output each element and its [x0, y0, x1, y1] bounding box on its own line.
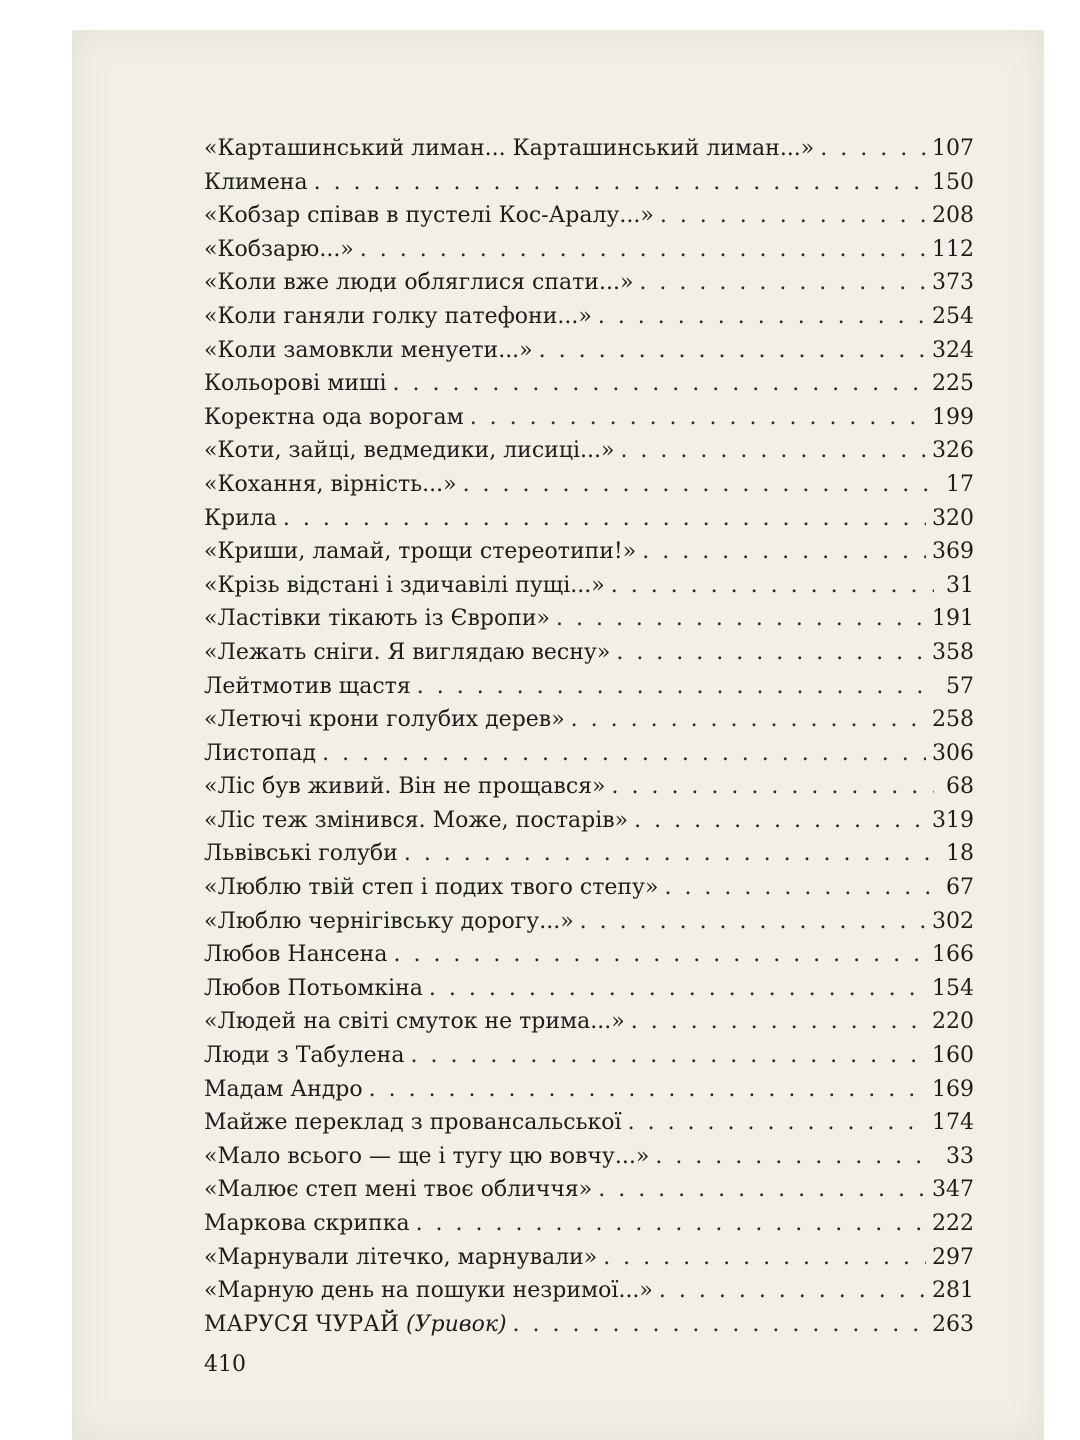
dot-leader: [463, 468, 934, 502]
toc-entry-title: Любов Нансена: [204, 942, 388, 968]
toc-entry-page: 254: [932, 303, 974, 329]
dot-leader: [598, 1173, 926, 1207]
toc-entry-title: Маркова скрипка: [204, 1211, 410, 1236]
toc-entry: [204, 166, 974, 200]
toc-entry-title: МАРУСЯ ЧУРАЙ (Уривок): [204, 1311, 507, 1337]
toc-entry: [204, 502, 974, 536]
toc-entry-title: «Кобзар співав в пустелі Кос-Аралу...»: [204, 203, 654, 229]
dot-leader: [392, 367, 926, 401]
toc-entry: [204, 837, 974, 871]
toc-entry-title: «Кохання, вірність...»: [204, 471, 457, 497]
toc-entry-page: 208: [932, 203, 974, 229]
toc-entry: [204, 233, 974, 267]
toc-entry: [204, 1073, 974, 1107]
toc-entry-page: 17: [946, 471, 974, 497]
toc-entry: [204, 737, 974, 771]
dot-leader: [314, 166, 926, 200]
toc-entry: [204, 1173, 974, 1207]
toc-entry: [204, 535, 974, 569]
dot-leader: [820, 132, 926, 166]
toc-entry: [204, 770, 974, 804]
toc-entry-title: «Коли ганяли голку патефони...»: [204, 303, 592, 329]
dot-leader: [620, 434, 926, 468]
dot-leader: [571, 703, 926, 737]
dot-leader: [470, 401, 926, 435]
toc-entry-title: «Лежать сніги. Я виглядаю весну»: [204, 639, 611, 665]
dot-leader: [404, 837, 934, 871]
toc-entry: [204, 401, 974, 435]
toc-entry: [204, 367, 974, 401]
dot-leader: [664, 871, 934, 905]
toc-entry-page: 68: [946, 774, 974, 800]
toc-entry-title: Коректна ода ворогам: [204, 404, 464, 430]
toc-entry: [204, 1005, 974, 1039]
toc-entry: [204, 871, 974, 905]
toc-entry: [204, 703, 974, 737]
dot-leader: [642, 535, 926, 569]
toc-entry: [204, 434, 974, 468]
toc-entry: [204, 602, 974, 636]
toc-entry-title: «Люблю твій степ і подих твого степу»: [204, 875, 659, 901]
dot-leader: [611, 770, 934, 804]
dot-leader: [416, 1207, 926, 1241]
toc-entry-page: 174: [932, 1110, 974, 1136]
toc-entry-page: 324: [932, 337, 974, 363]
toc-entry-page: 320: [932, 505, 974, 531]
toc-entry-page: 358: [932, 639, 974, 665]
toc-entry: [204, 1039, 974, 1073]
dot-leader: [603, 1241, 926, 1275]
dot-leader: [417, 670, 934, 704]
toc-entry-subtitle: (Уривок): [406, 1311, 507, 1337]
toc-entry-title: «Коли замовкли менуети...»: [204, 337, 533, 363]
toc-entry-page: 199: [932, 404, 974, 430]
toc-entry-title: Любов Потьомкіна: [204, 975, 423, 1001]
toc-entry: [204, 972, 974, 1006]
toc-entry: [204, 569, 974, 603]
toc-entry-page: 33: [946, 1143, 974, 1169]
toc-entry-title: «Кобзарю...»: [204, 236, 354, 262]
toc-entry: [204, 334, 974, 368]
toc-entry: [204, 1140, 974, 1174]
dot-leader: [616, 636, 926, 670]
dot-leader: [556, 602, 926, 636]
toc-entry-page: 319: [932, 807, 974, 833]
toc-entry-page: 222: [932, 1211, 974, 1236]
toc-entry-title: «Крізь відстані і здичавілі пущі...»: [204, 572, 605, 598]
dot-leader: [631, 1005, 926, 1039]
toc-entry-page: 160: [932, 1043, 974, 1069]
toc-entry-title: «Марнували літечко, марнували»: [204, 1244, 598, 1270]
toc-entry: [204, 1274, 974, 1308]
dot-leader: [598, 300, 926, 334]
toc-entry-last: [204, 1308, 974, 1342]
toc-entry-page: 302: [932, 908, 974, 934]
toc-entry-title: «Люблю чернігівську дорогу...»: [204, 908, 574, 934]
toc-entry-page: 107: [932, 136, 974, 161]
toc-entry: [204, 938, 974, 972]
toc-entry-title: Лейтмотив щастя: [204, 673, 411, 699]
toc-entry-title: «Мало всього — ще і тугу цю вовчу...»: [204, 1143, 650, 1169]
toc-entry-title: «Летючі крони голубих дерев»: [204, 707, 565, 733]
dot-leader: [639, 266, 926, 300]
toc-entry-page: 67: [946, 875, 974, 901]
dot-leader: [393, 938, 926, 972]
toc-entry-page: 225: [932, 371, 974, 397]
toc-entry-page: 326: [932, 438, 974, 464]
toc-entry-page: 31: [946, 572, 974, 598]
table-of-contents: [204, 132, 974, 1341]
toc-entry-page: 191: [932, 606, 974, 632]
toc-entry-title: Климена: [204, 169, 308, 195]
toc-entry-page: 18: [946, 841, 974, 867]
toc-entry-title: Мадам Андро: [204, 1076, 363, 1102]
toc-entry-page: 281: [932, 1278, 974, 1304]
toc-entry: [204, 1106, 974, 1140]
toc-entry-title: «Криши, ламай, трощи стереотипи!»: [204, 539, 637, 565]
dot-leader: [611, 569, 934, 603]
toc-entry: [204, 132, 974, 166]
toc-entry-title: «Ліс теж змінився. Може, постарів»: [204, 807, 629, 833]
toc-entry: [204, 1241, 974, 1275]
toc-entry: [204, 670, 974, 704]
dot-leader: [628, 1106, 926, 1140]
toc-entry-page: 150: [932, 169, 974, 195]
toc-entry-page: 306: [932, 740, 974, 766]
toc-entry: [204, 1207, 974, 1241]
toc-entry: [204, 199, 974, 233]
toc-entry-title: Люди з Табулена: [204, 1043, 405, 1069]
toc-entry-page: 258: [932, 707, 974, 733]
toc-entry-page: 297: [932, 1244, 974, 1270]
toc-entry-page: 373: [932, 270, 974, 296]
toc-entry-title: «Карташинський лиман... Карташинський лиман...»: [204, 136, 815, 161]
toc-entry-page: 57: [946, 673, 974, 699]
toc-entry-title: «Ластівки тікають із Європи»: [204, 606, 550, 632]
book-page: [72, 30, 1044, 1440]
dot-leader: [513, 1308, 926, 1342]
dot-leader: [369, 1073, 926, 1107]
toc-entry-page: 112: [932, 236, 974, 262]
toc-entry-title: Крила: [204, 505, 277, 531]
toc-entry-page: 369: [932, 539, 974, 565]
dot-leader: [360, 233, 926, 267]
toc-entry-title: Майже переклад з провансальської: [204, 1110, 622, 1136]
dot-leader: [634, 804, 926, 838]
toc-entry-title: «Коти, зайці, ведмедики, лисиці...»: [204, 438, 615, 464]
dot-leader: [539, 334, 926, 368]
toc-entry-title: Листопад: [204, 740, 317, 766]
toc-entry-page: 263: [932, 1311, 974, 1337]
dot-leader: [580, 905, 926, 939]
toc-entry-title: Кольорові миші: [204, 371, 387, 397]
dot-leader: [659, 1274, 926, 1308]
dot-leader: [283, 502, 926, 536]
toc-entry: [204, 300, 974, 334]
dot-leader: [655, 1140, 934, 1174]
toc-entry-title: Львівські голуби: [204, 841, 398, 867]
toc-entry: [204, 636, 974, 670]
dot-leader: [322, 737, 926, 771]
toc-entry-page: 154: [932, 975, 974, 1001]
toc-entry: [204, 468, 974, 502]
toc-entry-title: «Марную день на пошуки незримої...»: [204, 1278, 653, 1304]
toc-entry-page: 166: [932, 942, 974, 968]
dot-leader: [410, 1039, 926, 1073]
toc-entry-title: «Людей на світі смуток не трима...»: [204, 1009, 625, 1035]
toc-entry-title: «Коли вже люди обляглися спати...»: [204, 270, 634, 296]
page-number: 410: [204, 1352, 246, 1377]
toc-entry-page: 169: [932, 1076, 974, 1102]
toc-entry-title: «Малює степ мені твоє обличчя»: [204, 1177, 593, 1203]
toc-entry: [204, 804, 974, 838]
toc-entry: [204, 905, 974, 939]
dot-leader: [429, 972, 926, 1006]
dot-leader: [660, 199, 926, 233]
toc-entry-page: 347: [932, 1177, 974, 1203]
toc-entry-page: 220: [932, 1009, 974, 1035]
toc-entry: [204, 266, 974, 300]
toc-entry-title: «Ліс був живий. Він не прощався»: [204, 774, 606, 800]
